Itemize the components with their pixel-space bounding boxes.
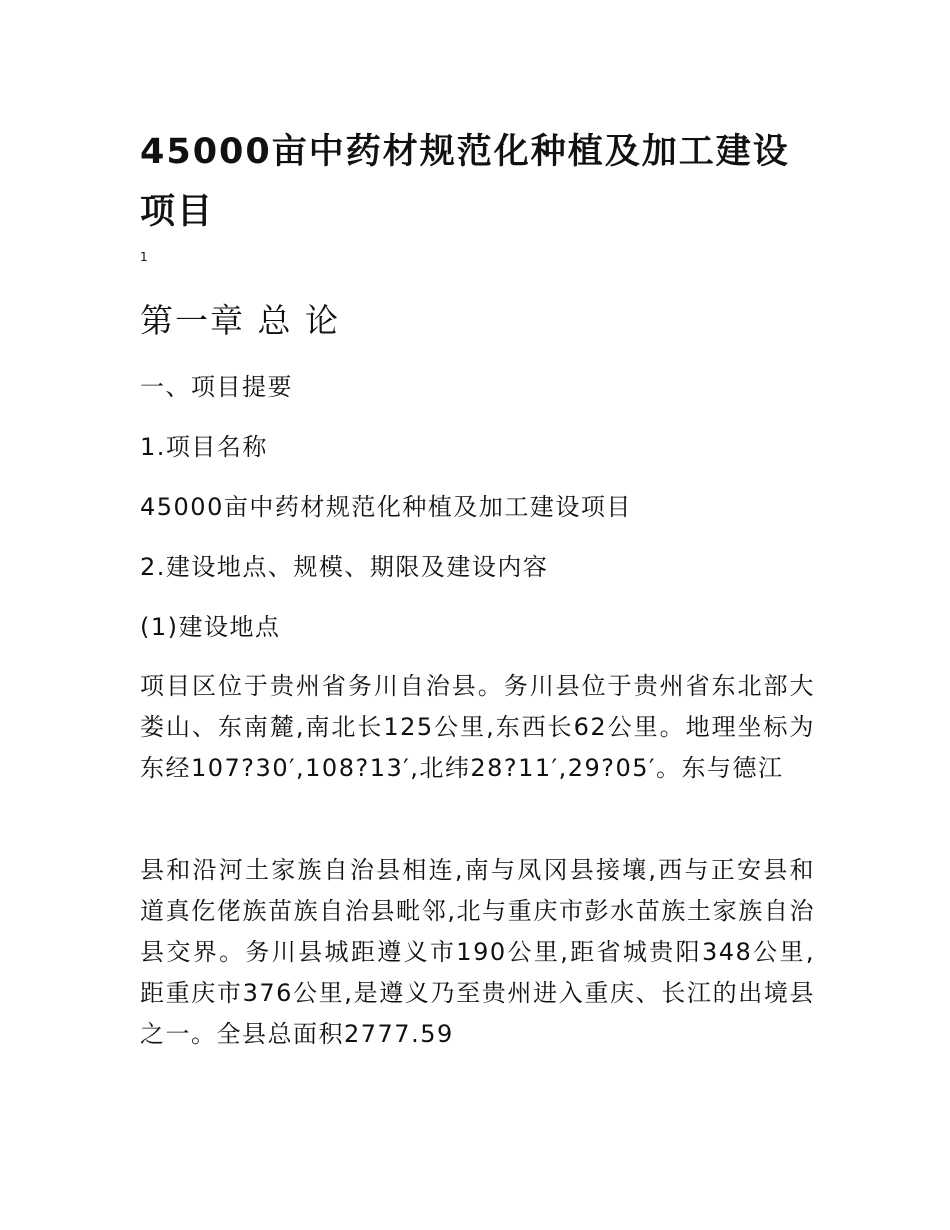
location-paragraph-1: 项目区位于贵州省务川自治县。务川县位于贵州省东北部大娄山、东南麓,南北长125公里,东西长62公里。地理坐标为东经107?30′,108?13′,北纬28?11′,29?05′。东与德江 [140,672,815,782]
document-page [140,0,820,1230]
item-1-heading: 1.项目名称 [140,433,268,461]
subitem-1-heading: (1)建设地点 [140,613,281,641]
location-paragraph-2: 县和沿河土家族自治县相连,南与凤冈县接壤,西与正安县和道真仡佬族苗族自治县毗邻,北与重庆市彭水苗族土家族自治县交界。务川县城距遵义市190公里,距省城贵阳348公里,距重庆市376公里,是遵义乃至贵州进入重庆、长江的出境县之一。全县总面积2777.59 [140,856,815,1048]
item-2-heading: 2.建设地点、规模、期限及建设内容 [140,553,549,581]
project-name-text: 45000亩中药材规范化种植及加工建设项目 [140,493,632,521]
chapter-title: 第一章 总 论 [140,301,340,340]
section-heading: 一、项目提要 [140,373,293,401]
footnote-mark: 1 [140,250,148,264]
document-title: 45000亩中药材规范化种植及加工建设项目 [140,132,790,232]
